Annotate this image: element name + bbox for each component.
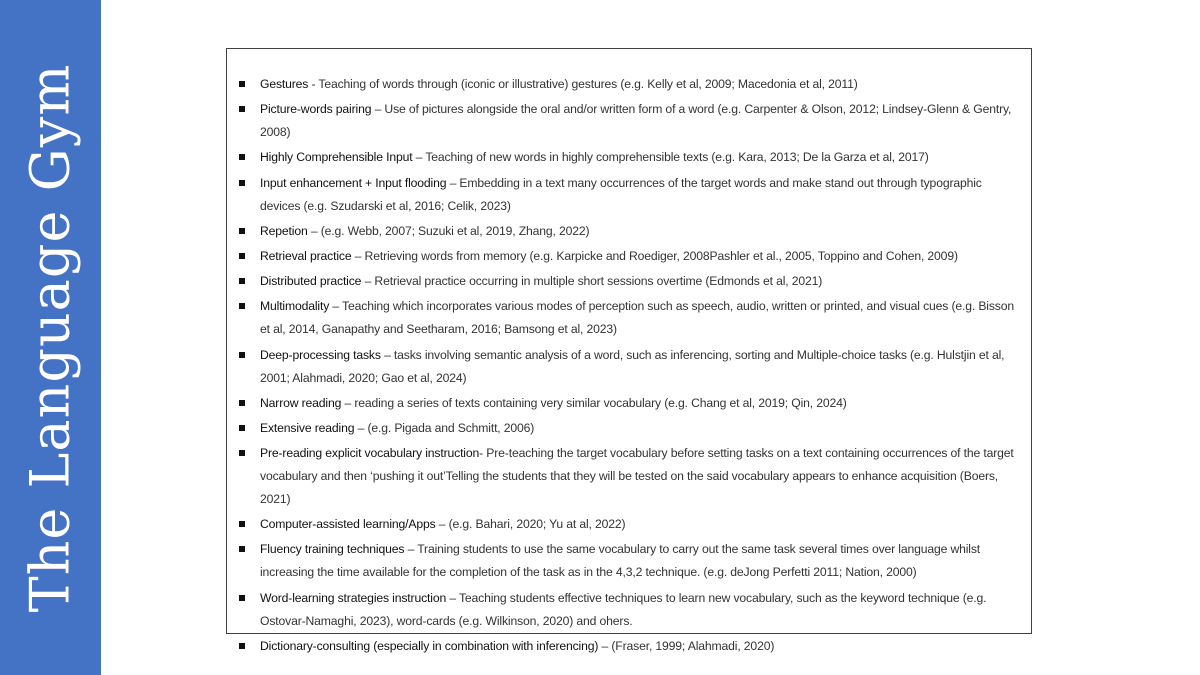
item-text: – Training students to use the same vocabulary to carry out the same task several times over language whilst increasing the time available for the completion of the task as in the 4,3,2 technique. (e.g. deJong Perfetti 2011; Nation, 2000): [260, 542, 981, 580]
item-term: Word-learning strategies instruction: [260, 590, 447, 605]
item-term: Computer-assisted learning/Apps: [260, 517, 436, 532]
bullet-icon: [239, 521, 245, 527]
bullet-icon: [239, 253, 245, 259]
list-item: [239, 146, 1023, 169]
item-text: – Use of pictures alongside the oral and/or written form of a word (e.g. Carpenter & Olson, 2012; Lindsey-Glenn & Gentry, 2008): [260, 102, 1012, 140]
bullet-icon: [239, 546, 245, 552]
item-text: – Teaching which incorporates various modes of perception such as speech, audio, written or printed, and visual cues (e.g. Bisson et al, 2014, Ganapathy and Seetharam, 2016; Bamsong et al, 2023): [260, 299, 1015, 337]
sidebar-title: The Language Gym: [18, 63, 82, 613]
bullet-icon: [239, 303, 245, 309]
item-text: – Teaching of new words in highly comprehensible texts (e.g. Kara, 2013; De la Garza et al, 2017): [412, 150, 929, 165]
item-term: Dictionary-consulting (especially in combination with inferencing): [260, 638, 599, 653]
item-term: Picture-words pairing: [260, 102, 372, 117]
item-term: Gestures: [260, 77, 309, 91]
list-item: [239, 73, 1023, 96]
bullet-icon: [239, 352, 245, 358]
list-item: [239, 270, 1023, 293]
item-text: – reading a series of texts containing very similar vocabulary (e.g. Chang et al, 2019; Qin, 2024): [341, 395, 847, 410]
list-item: [239, 635, 1023, 658]
item-text: – Embedding in a text many occurrences of the target words and make stand out through typographic devices (e.g. Szudarski et al, 2016; Celik, 2023): [260, 175, 982, 213]
item-text: – (e.g. Bahari, 2020; Yu at al, 2022): [435, 517, 626, 532]
item-term: Input enhancement + Input flooding: [260, 175, 447, 190]
item-text: – (Fraser, 1999; Alahmadi, 2020): [598, 638, 775, 653]
item-term: Narrow reading: [260, 395, 342, 410]
content-box: [226, 48, 1032, 653]
item-text: – Retrieving words from memory (e.g. Karpicke and Roediger, 2008Pashler et al., 2005, Toppino and Cohen, 2009): [351, 248, 958, 263]
item-term: Fluency training techniques: [260, 542, 405, 557]
list-item: [239, 220, 1023, 243]
list-item: [239, 417, 1023, 440]
sidebar-panel: [0, 0, 101, 675]
list-item: [239, 392, 1023, 415]
item-text: – (e.g. Pigada and Schmitt, 2006): [354, 420, 535, 435]
list-item: [239, 344, 1023, 390]
bullet-icon: [239, 180, 245, 186]
bullet-icon: [239, 106, 245, 112]
item-term: Extensive reading: [260, 420, 355, 435]
list-item: [239, 172, 1023, 218]
item-text: – Retrieval practice occurring in multiple short sessions overtime (Edmonds et al, 2021): [361, 274, 823, 289]
bullet-icon: [239, 400, 245, 406]
list-item: [239, 295, 1023, 341]
list-item: [239, 513, 1023, 536]
bullet-icon: [239, 154, 245, 160]
list-item: [239, 538, 1023, 584]
list-item: [239, 442, 1023, 511]
bullet-icon: [239, 450, 245, 456]
list-item: [239, 98, 1023, 144]
bullet-icon: [239, 228, 245, 234]
bullet-icon: [239, 643, 245, 649]
item-term: Distributed practice: [260, 274, 362, 289]
item-term: Pre-reading explicit vocabulary instruction: [260, 446, 480, 461]
item-text: – (e.g. Webb, 2007; Suzuki et al, 2019, Zhang, 2022): [307, 223, 590, 238]
item-text: – tasks involving semantic analysis of a word, such as inferencing, sorting and Multiple-choice tasks (e.g. Hulstjin et al, 2001; Alahmadi, 2020; Gao et al, 2024): [260, 347, 1005, 385]
item-text: – Teaching students effective techniques to learn new vocabulary, such as the keyword technique (e.g. Ostovar-Namaghi, 2023), word-cards (e.g. Wilkinson, 2020) and ohers.: [260, 590, 987, 628]
item-term: Deep-processing tasks: [260, 347, 381, 362]
strategy-list: [239, 73, 1023, 660]
item-term: Repetion: [260, 223, 308, 238]
list-item: [239, 587, 1023, 633]
item-term: Multimodality: [260, 299, 330, 314]
bullet-icon: [239, 278, 245, 284]
list-item: [239, 245, 1023, 268]
item-term: Retrieval practice: [260, 248, 352, 263]
bullet-icon: [239, 81, 245, 87]
item-text: - Teaching of words through (iconic or illustrative) gestures (e.g. Kelly et al, 2009; Macedonia et al, 2011): [308, 77, 858, 91]
bullet-icon: [239, 595, 245, 601]
bullet-icon: [239, 425, 245, 431]
item-text: - Pre-teaching the target vocabulary before setting tasks on a text containing occurrences of the target vocabulary and then ‘pushing it out’Telling the students that they will be tested on the said vocabulary appears to enhance acquisition (Boers, 2021): [260, 446, 1014, 507]
item-term: Highly Comprehensible Input: [260, 150, 413, 165]
